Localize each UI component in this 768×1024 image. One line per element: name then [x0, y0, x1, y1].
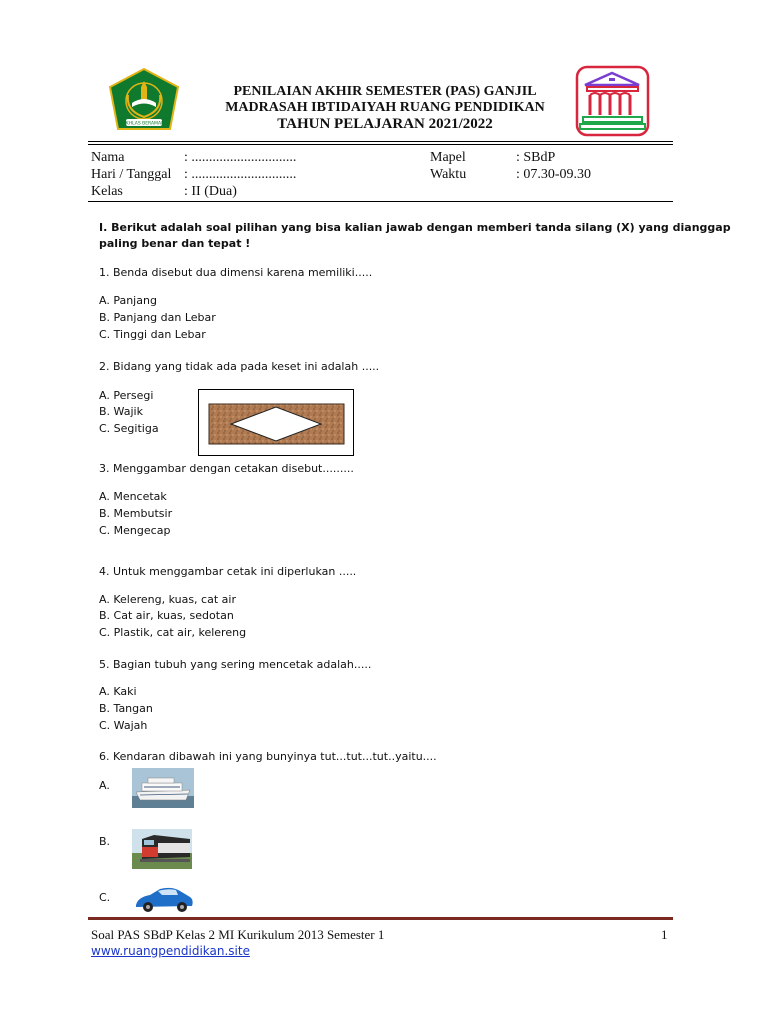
footer-divider — [88, 917, 673, 920]
waktu-value: : 07.30-09.30 — [516, 167, 592, 182]
question-6-option-c[interactable]: C. — [99, 891, 111, 904]
train-icon — [132, 829, 192, 869]
question-6-text: 6. Kendaran dibawah ini yang bunyinya tut...tut...tut..yaitu.... — [99, 750, 437, 763]
question-3-option-b[interactable]: B. Membutsir — [99, 507, 173, 520]
header-divider — [88, 141, 673, 142]
question-1-option-a[interactable]: A. Panjang — [99, 294, 157, 307]
question-2-option-b[interactable]: B. Wajik — [99, 405, 143, 418]
question-3-text: 3. Menggambar dengan cetakan disebut......... — [99, 462, 354, 475]
question-2-text: 2. Bidang yang tidak ada pada keset ini adalah ..... — [99, 360, 380, 373]
question-5-option-c[interactable]: C. Wajah — [99, 719, 148, 732]
doormat-icon — [199, 390, 353, 455]
cruise-ship-icon — [132, 768, 194, 808]
header-divider-double — [88, 144, 673, 145]
footer-title: Soal PAS SBdP Kelas 2 MI Kurikulum 2013 Semester 1 — [91, 927, 385, 942]
kelas-value: : II (Dua) — [184, 184, 237, 199]
nama-field[interactable]: : .............................. — [184, 150, 297, 165]
question-4-text: 4. Untuk menggambar cetak ini diperlukan ..... — [99, 565, 357, 578]
question-5-text: 5. Bagian tubuh yang sering mencetak adalah..... — [99, 658, 372, 671]
header-title: PENILAIAN AKHIR SEMESTER (PAS) GANJIL — [233, 84, 537, 99]
website-link[interactable]: www.ruangpendidikan.site — [91, 944, 250, 958]
document-header — [0, 0, 768, 150]
question-5-option-b[interactable]: B. Tangan — [99, 702, 153, 715]
question-2-option-c[interactable]: C. Segitiga — [99, 422, 159, 435]
mapel-label: Mapel — [430, 150, 466, 165]
page-number: 1 — [661, 927, 668, 942]
waktu-label: Waktu — [430, 167, 467, 182]
identity-divider — [88, 201, 673, 202]
tanggal-field[interactable]: : .............................. — [184, 167, 297, 182]
question-2-option-a[interactable]: A. Persegi — [99, 389, 154, 402]
kemenag-emblem-icon — [106, 67, 182, 133]
school-building-icon — [575, 65, 650, 137]
question-3-option-a[interactable]: A. Mencetak — [99, 490, 167, 503]
question-1-option-b[interactable]: B. Panjang dan Lebar — [99, 311, 216, 324]
header-year: TAHUN PELAJARAN 2021/2022 — [277, 116, 493, 132]
svg-text:IKHLAS BERAMAL: IKHLAS BERAMAL — [124, 121, 164, 127]
question-1-option-c[interactable]: C. Tinggi dan Lebar — [99, 328, 206, 341]
question-6-option-b[interactable]: B. — [99, 835, 111, 848]
kelas-label: Kelas — [91, 184, 123, 199]
question-3-option-c[interactable]: C. Mengecap — [99, 524, 171, 537]
nama-label: Nama — [91, 150, 125, 165]
question-4-option-b[interactable]: B. Cat air, kuas, sedotan — [99, 609, 234, 622]
question-5-option-a[interactable]: A. Kaki — [99, 685, 137, 698]
car-icon — [132, 883, 196, 915]
question-4-option-a[interactable]: A. Kelereng, kuas, cat air — [99, 593, 236, 606]
question-4-option-c[interactable]: C. Plastik, cat air, kelereng — [99, 626, 247, 639]
mapel-value: : SBdP — [516, 150, 556, 165]
question-6-option-a[interactable]: A. — [99, 779, 110, 792]
question-1-text: 1. Benda disebut dua dimensi karena memiliki..... — [99, 266, 373, 279]
header-school: MADRASAH IBTIDAIYAH RUANG PENDIDIKAN — [225, 100, 545, 115]
instructions-line-1: I. Berikut adalah soal pilihan yang bisa kalian jawab dengan memberi tanda silang (X) yang dianggap — [99, 221, 731, 234]
keset-image-frame — [198, 389, 354, 456]
instructions-line-2: paling benar dan tepat ! — [99, 237, 251, 250]
tanggal-label: Hari / Tanggal — [91, 167, 172, 182]
